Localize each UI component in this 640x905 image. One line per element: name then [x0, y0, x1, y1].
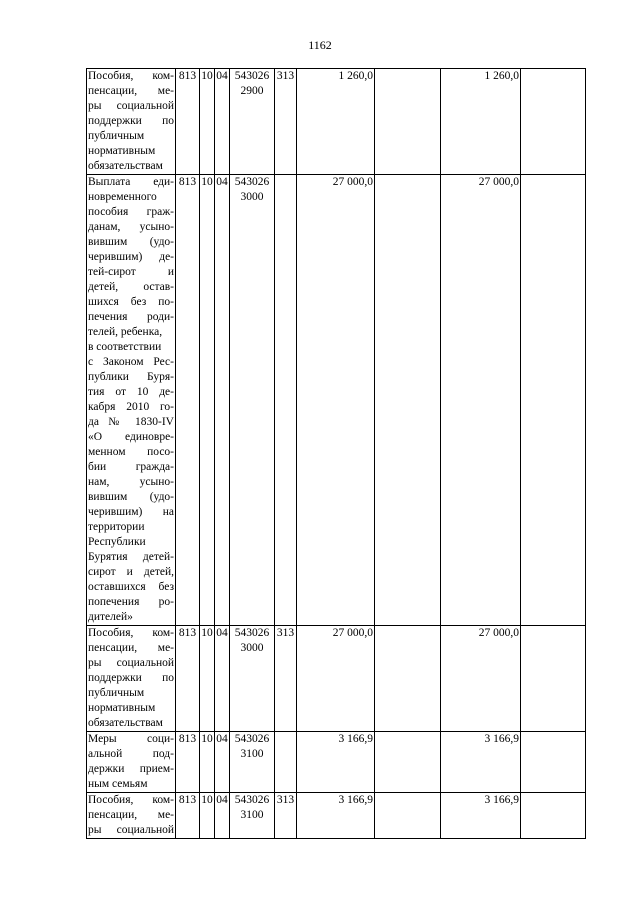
row-name-line: пенсации, ме-	[88, 809, 174, 821]
csr-cell	[230, 175, 275, 626]
row-name-line: держки прием-	[88, 763, 174, 775]
row-name-line: в соответствии	[88, 341, 162, 353]
csr-code-part: 543026	[234, 794, 270, 806]
row-name-cell	[87, 626, 176, 732]
row-name-line: Республики	[88, 536, 146, 548]
amount-1-cell: 3 166,9	[297, 793, 375, 839]
pr-cell: 04	[215, 69, 230, 175]
grbs-cell: 813	[176, 69, 200, 175]
row-name-line: попечения ро-	[88, 596, 174, 608]
row-name-line: пенсации, ме-	[88, 642, 174, 654]
row-name-cell	[87, 732, 176, 793]
amount-4-cell	[521, 175, 586, 626]
csr-code-part: 543026	[234, 176, 270, 188]
pr-cell: 04	[215, 732, 230, 793]
row-name-line: тия от 10 де-	[88, 386, 174, 398]
grbs-cell: 813	[176, 793, 200, 839]
row-name-line: бии гражда-	[88, 461, 174, 473]
csr-code-part: 2900	[240, 85, 264, 97]
csr-code-part: 543026	[234, 627, 270, 639]
row-name-line: публичным	[88, 130, 145, 142]
csr-code-part: 3000	[240, 191, 264, 203]
row-name-line: менном посо-	[88, 446, 174, 458]
csr-code-part: 3000	[240, 642, 264, 654]
rz-cell: 10	[200, 175, 215, 626]
amount-3-cell: 3 166,9	[441, 793, 521, 839]
row-name-cell	[87, 793, 176, 839]
row-name-line: ры социальной	[88, 824, 174, 836]
row-name-line: Выплата еди-	[88, 176, 174, 188]
row-name-line: публичным	[88, 687, 145, 699]
row-name-line: публики Буря-	[88, 371, 174, 383]
pr-cell: 04	[215, 626, 230, 732]
row-name-line: Пособия, ком-	[88, 627, 174, 639]
row-name-line: сирот и детей,	[88, 566, 174, 578]
vr-cell: 313	[275, 626, 297, 732]
row-name-line: детей, остав-	[88, 281, 174, 293]
row-name-line: обязательствам	[88, 717, 163, 729]
row-name-line: кабря 2010 го-	[88, 401, 174, 413]
row-name-line: черившим) на	[88, 506, 174, 518]
row-name-cell	[87, 175, 176, 626]
amount-4-cell	[521, 69, 586, 175]
row-name-line: печения роди-	[88, 311, 174, 323]
vr-cell: 313	[275, 793, 297, 839]
amount-1-cell: 27 000,0	[297, 626, 375, 732]
rz-cell: 10	[200, 69, 215, 175]
vr-cell: 313	[275, 69, 297, 175]
amount-2-cell	[375, 732, 441, 793]
row-name-line: вившим (удо-	[88, 236, 174, 248]
vr-cell	[275, 732, 297, 793]
page-number: 1162	[308, 38, 332, 52]
grbs-cell: 813	[176, 732, 200, 793]
csr-cell	[230, 69, 275, 175]
amount-4-cell	[521, 793, 586, 839]
row-name-line: «О единовре-	[88, 431, 174, 443]
csr-code-part: 543026	[234, 70, 270, 82]
csr-cell	[230, 793, 275, 839]
amount-2-cell	[375, 793, 441, 839]
row-name-line: альной под-	[88, 748, 174, 760]
row-name-line: нам, усыно-	[88, 476, 174, 488]
grbs-cell: 813	[176, 175, 200, 626]
row-name-line: да № 1830-IV	[88, 416, 174, 428]
row-name-line: дителей»	[88, 611, 133, 623]
row-name-line: с Законом Рес-	[88, 356, 174, 368]
row-name-line: тей-сирот и	[88, 266, 174, 278]
budget-table	[86, 68, 586, 839]
row-name-line: ры социальной	[88, 100, 174, 112]
grbs-cell: 813	[176, 626, 200, 732]
amount-4-cell	[521, 626, 586, 732]
amount-1-cell: 1 260,0	[297, 69, 375, 175]
row-name-line: поддержки по	[88, 672, 174, 684]
csr-cell	[230, 626, 275, 732]
row-name-line: территории	[88, 521, 145, 533]
row-name-line: Бурятия детей-	[88, 551, 174, 563]
row-name-line: данам, усыно-	[88, 221, 174, 233]
amount-2-cell	[375, 175, 441, 626]
amount-3-cell: 3 166,9	[441, 732, 521, 793]
amount-2-cell	[375, 626, 441, 732]
table-row	[87, 175, 586, 626]
csr-cell	[230, 732, 275, 793]
row-name-line: вившим (удо-	[88, 491, 174, 503]
pr-cell: 04	[215, 793, 230, 839]
table-row	[87, 626, 586, 732]
row-name-line: оставшихся без	[88, 581, 174, 593]
row-name-line: черившим) де-	[88, 251, 174, 263]
rz-cell: 10	[200, 732, 215, 793]
csr-code-part: 3100	[240, 809, 264, 821]
row-name-line: пособия граж-	[88, 206, 174, 218]
csr-code-part: 3100	[240, 748, 264, 760]
row-name-line: нормативным	[88, 145, 156, 157]
row-name-line: Пособия, ком-	[88, 70, 174, 82]
csr-code-part: 543026	[234, 733, 270, 745]
vr-cell	[275, 175, 297, 626]
row-name-line: Меры соци-	[88, 733, 174, 745]
rz-cell: 10	[200, 626, 215, 732]
row-name-line: поддержки по	[88, 115, 174, 127]
row-name-cell	[87, 69, 176, 175]
amount-3-cell: 27 000,0	[441, 175, 521, 626]
table-row	[87, 793, 586, 839]
amount-1-cell: 3 166,9	[297, 732, 375, 793]
rz-cell: 10	[200, 793, 215, 839]
amount-2-cell	[375, 69, 441, 175]
table-row	[87, 732, 586, 793]
amount-1-cell: 27 000,0	[297, 175, 375, 626]
amount-3-cell: 1 260,0	[441, 69, 521, 175]
table-row	[87, 69, 586, 175]
amount-4-cell	[521, 732, 586, 793]
row-name-line: ным семьям	[88, 778, 148, 790]
row-name-line: телей, ребенка,	[88, 326, 163, 338]
row-name-line: Пособия, ком-	[88, 794, 174, 806]
amount-3-cell: 27 000,0	[441, 626, 521, 732]
row-name-line: новременного	[88, 191, 157, 203]
row-name-line: ры социальной	[88, 657, 174, 669]
row-name-line: пенсации, ме-	[88, 85, 174, 97]
row-name-line: шихся без по-	[88, 296, 174, 308]
row-name-line: нормативным	[88, 702, 156, 714]
pr-cell: 04	[215, 175, 230, 626]
row-name-line: обязательствам	[88, 160, 163, 172]
